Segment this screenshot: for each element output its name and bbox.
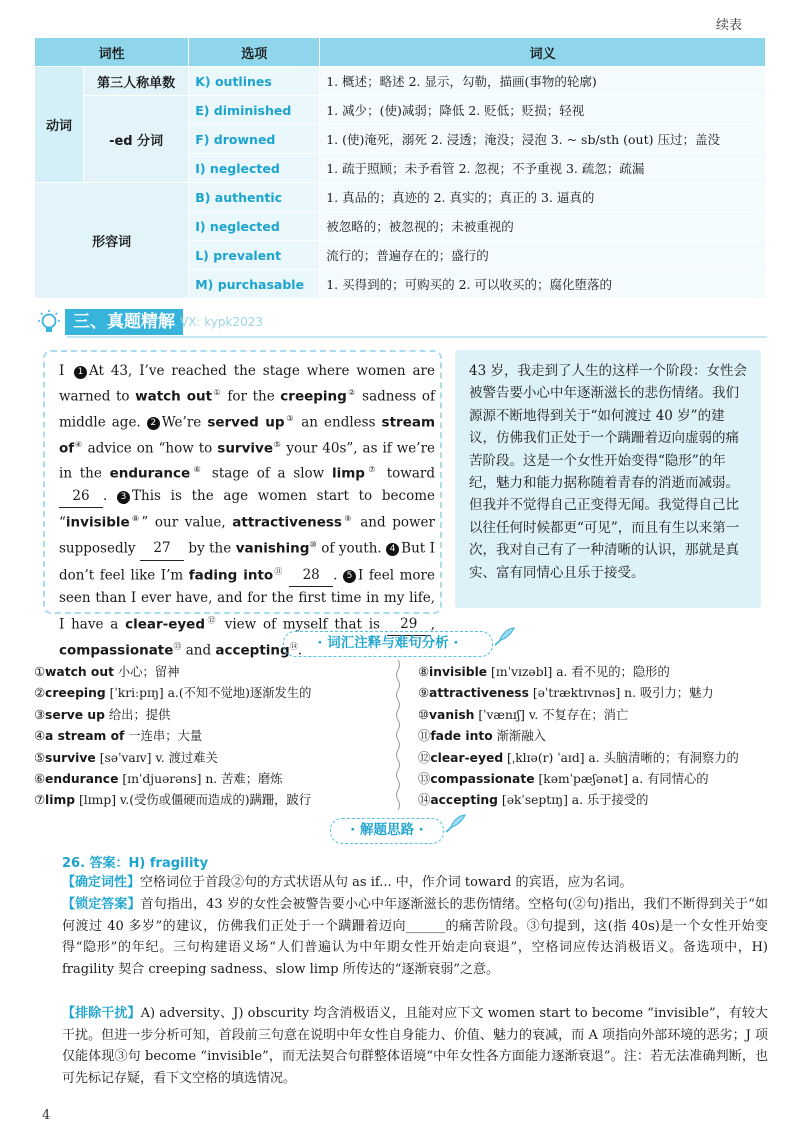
passage-text: Ⅰ 1 At 43, I’ve reached the stage where women are warned to watch out① for the creeping② sadness of middle age. 2 We’re served up③ an endless stream of④ advice on “how to survive⑤ your 40s”, as if we’re in the endurance⑥ stage of a slow limp⑦ toward 26 . 3 This is the age women start to become “invisible⑧” our value, attractiveness⑨ and power supposedly 27 by the vanishing⑩ of youth. 4 But I don’t feel like I’m fading into⑪ 28 . 5 I feel more seen than I ever have, and for the first time in my life, I have a clear-eyed⑫ view of myself that is 29 , compassionate⑬ and accepting⑭.: [59, 363, 436, 659]
ed-form-label: -ed 分词: [84, 96, 189, 183]
continued-label: 续表: [715, 18, 742, 33]
vocab-note: ③serve up 给出；提供: [34, 707, 171, 722]
option-cell: I) neglected: [189, 154, 320, 183]
meaning-cell: 被忽略的；被忽视的；未被重视的: [320, 212, 766, 241]
meaning-cell: 1. 买得到的；可购买的 2. 可以收买的；腐化堕落的: [320, 270, 766, 299]
meaning-cell: 流行的；普遍存在的；盛行的: [320, 241, 766, 270]
vocab-note: ⑨attractiveness [əˈtræktɪvnəs] n. 吸引力；魅力: [418, 686, 714, 701]
blank-28: 28: [289, 564, 333, 587]
blank-29: 29: [387, 613, 431, 636]
vocab-note: ⑩vanish [ˈvænɪʃ] v. 不复存在；消亡: [418, 707, 629, 722]
meaning-cell: 1. (使)淹死，溺死 2. 浸透；淹没；浸泡 3. ~ sb/sth (out) 压过；盖没: [320, 125, 766, 154]
feather-icon: [443, 812, 469, 834]
vocab-note: ①watch out 小心；留神: [34, 665, 180, 679]
table-header-option: 选项: [189, 38, 320, 67]
vocab-note: ⑤survive [səˈvaɪv] v. 渡过难关: [34, 750, 218, 765]
adj-label: 形容词: [35, 183, 189, 299]
meaning-cell: 1. 减少；(使)减弱；降低 2. 贬低；贬损；轻视: [320, 96, 766, 125]
option-cell: F) drowned: [189, 125, 320, 154]
analysis-exclude: 【排除干扰】A) adversity、J) obscurity 均含消极语义，且能对应下文 women start to become “invisible”，有较大干扰。但进一步分析可知，首段前三句意在说明中年女性自身能力、价值、魅力的衰减，而 A 项指向外部环境的恶劣；J 项仅能体现③句 become “invisible”，而无法契合句群整体语境“中年女性各方面能力逐渐衰退”。注：若无法准确判断，也可先标记存疑，看下文空格的填选情况。: [62, 1006, 768, 1086]
vocab-note: ②creeping [ˈkriːpɪŋ] a.(不知不觉地)逐渐发生的: [34, 686, 312, 701]
analysis-lock: 【锁定答案】首句指出，43 岁的女性会被警告要小心中年逐渐滋长的悲伤情绪。空格句(②句)指出，我们不断得到关于“如何渡过 40 多岁”的建议，仿佛我们正处于一个蹒跚着迈向______的痛苦阶段。③句提到，这(指 40s)是一个女性开始变得“隐形”的年纪。三句构建语义场“人们普遍认为中年期女性开始走向衰退”，空格词应传达消极语义。备选项中，H) fragility 契合 creeping sadness、slow limp 所传达的“逐渐衰弱”之意。: [62, 897, 768, 977]
translation-text: 43 岁，我走到了人生的这样一个阶段：女性会被警告要小心中年逐渐滋长的悲伤情绪。我们源源不断地得到关于“如何渡过 40 岁”的建议，仿佛我们正处于一个蹒跚着迈向虚弱的痛苦阶段。这是一个女性开始变得“隐形”的年纪，魅力和能力据称随着青春的消逝而减弱。但我并不觉得自己正变得无闻。我觉得自己比以往任何时候都更“可见”，而且有生以来第一次，我对自己有了一种清晰的认识，那就是真实、富有同情心且乐于接受。: [469, 363, 747, 581]
lightbulb-icon: [35, 309, 63, 337]
passage-roman: Ⅰ: [59, 363, 67, 379]
section-underline: [67, 336, 767, 338]
table-row: [35, 67, 766, 96]
vocab-note: ⑭accepting [əkˈseptɪŋ] a. 乐于接受的: [418, 793, 649, 808]
translation-box: [455, 350, 761, 608]
table-row: [35, 96, 766, 125]
blank-27: 27: [140, 537, 184, 560]
analysis-pos: 【确定词性】空格词位于首段②句的方式状语从句 as if... 中，作介词 toward 的宾语，应为名词。: [62, 875, 633, 890]
page-number: 4: [42, 1108, 51, 1123]
option-cell: L) prevalent: [189, 241, 320, 270]
feather-icon: [492, 625, 518, 647]
vocab-note: ⑦limp [lɪmp] v.(受伤或僵硬而造成的)蹒跚，跛行: [34, 793, 312, 808]
table-row: [35, 183, 766, 212]
section-header: [35, 309, 766, 339]
vocab-subheading: · 词汇注释与难句分析 ·: [283, 631, 493, 657]
option-cell: E) diminished: [189, 96, 320, 125]
answer-line: 26. 答案：H) fragility: [62, 856, 209, 871]
option-cell: B) authentic: [189, 183, 320, 212]
vocab-notes-right: [418, 662, 773, 812]
meaning-cell: 1. 疏于照顾；未予看管 2. 忽视；不予重视 3. 疏忽；疏漏: [320, 154, 766, 183]
option-cell: K) outlines: [189, 67, 320, 96]
section-title: 三、真题精解: [65, 309, 183, 335]
option-cell: M) purchasable: [189, 270, 320, 299]
third-person-label: 第三人称单数: [84, 67, 189, 96]
vocab-table: [35, 38, 766, 299]
table-header-meaning: 词义: [320, 38, 766, 67]
vocab-note: ⑬compassionate [kəmˈpæʃənət] a. 有同情心的: [418, 772, 709, 787]
vocab-note: ⑪fade into 渐渐融入: [418, 729, 546, 744]
verb-label: 动词: [35, 67, 84, 183]
option-cell: I) neglected: [189, 212, 320, 241]
vocab-note: ⑧invisible [ɪnˈvɪzəbl] a. 看不见的；隐形的: [418, 665, 670, 679]
vocab-note: ⑥endurance [ɪnˈdjuərəns] n. 苦难；磨炼: [34, 772, 283, 787]
vocab-note: ④a stream of 一连串；大量: [34, 729, 203, 744]
thinking-subheading: · 解题思路 ·: [330, 818, 444, 844]
table-header-pos: 词性: [35, 38, 189, 67]
watermark: VX: kypk2023: [180, 315, 264, 329]
vocab-note: ⑫clear-eyed [ˌklɪə(r) ˈaɪd] a. 头脑清晰的；有洞察力的: [418, 750, 739, 765]
table-header-row: [35, 38, 766, 67]
vocab-notes-left: [34, 662, 389, 812]
meaning-cell: 1. 真品的；真迹的 2. 真实的；真正的 3. 逼真的: [320, 183, 766, 212]
blank-26: 26: [59, 485, 103, 508]
meaning-cell: 1. 概述；略述 2. 显示，勾勒，描画(事物的轮廓): [320, 67, 766, 96]
notes-divider: [395, 660, 401, 810]
